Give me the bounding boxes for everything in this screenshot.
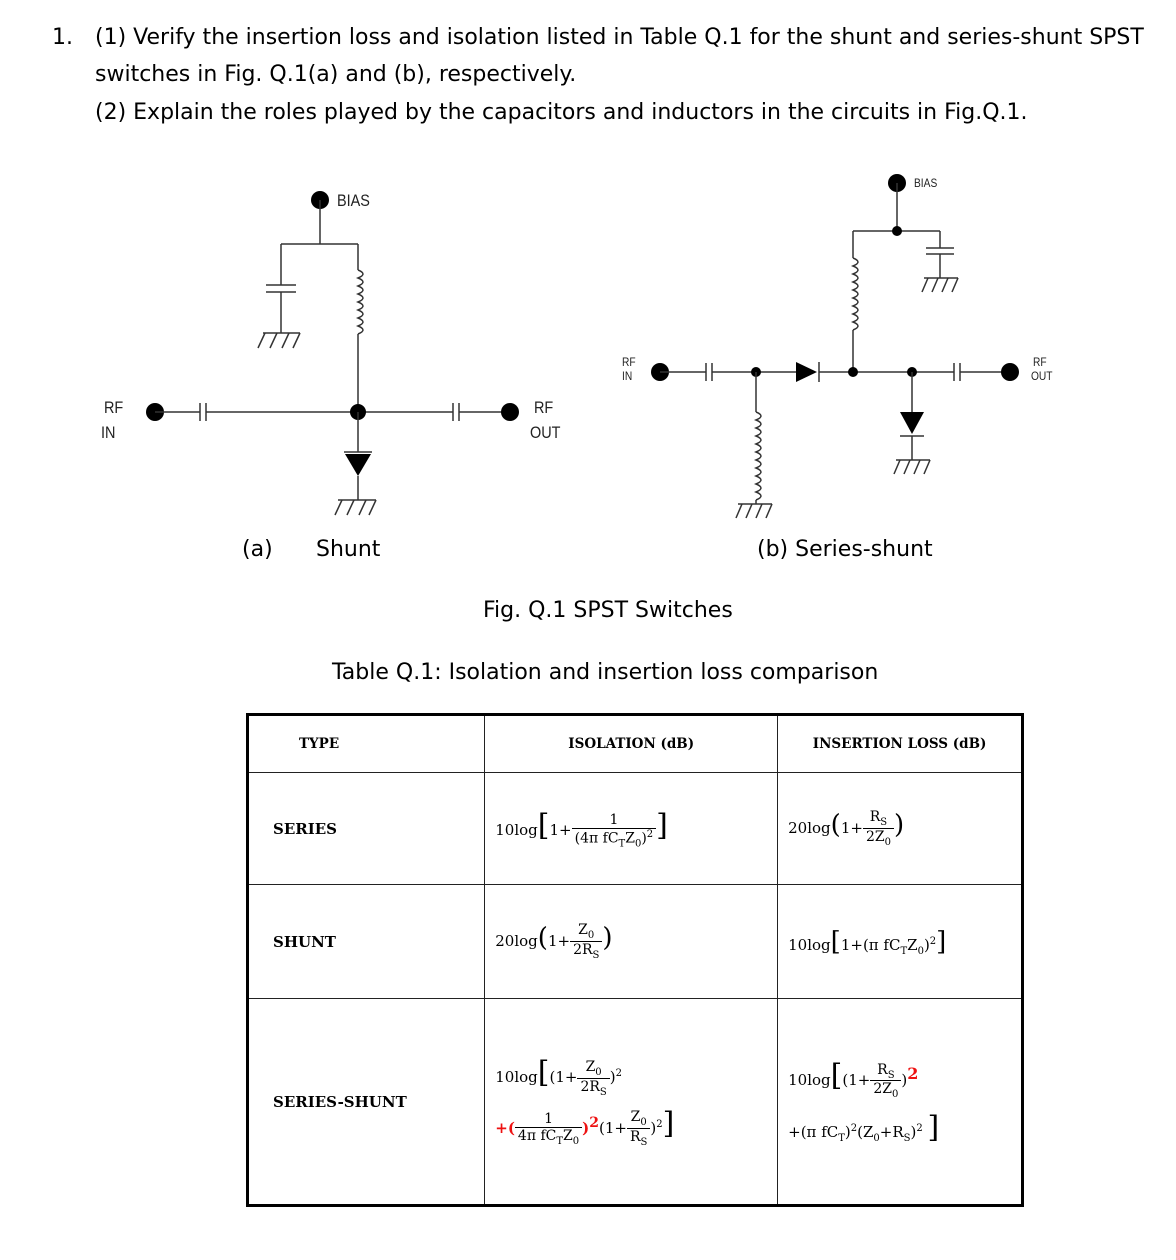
- shunt-rf-out-label-1: RF: [534, 398, 554, 417]
- series-shunt-insertion-loss-formula: 10log[(1+ $\frac{R_S}{2Z_0}$ )$^2$ +(π $fC_T)^2(Z_0+R_S)^2$ ]: [778, 999, 1023, 1206]
- annotation-mark-isolation: 2: [589, 1114, 600, 1131]
- question-line-2: switches in Fig. Q.1(a) and (b), respectively.: [95, 62, 577, 87]
- series-shunt-rf-out-label-1: RF: [1033, 355, 1047, 369]
- shunt-insertion-loss-formula: 10log[1+(π $fC_TZ_0)^2$]: [778, 885, 1023, 999]
- header-type: TYPE: [248, 715, 485, 773]
- row-type-series-shunt: SERIES-SHUNT: [248, 999, 485, 1206]
- shunt-bias-label: BIAS: [337, 191, 370, 210]
- row-type-shunt: SHUNT: [248, 885, 485, 999]
- shunt-rf-out-label-2: OUT: [530, 423, 561, 442]
- series-shunt-rf-in-label-2: IN: [622, 369, 633, 383]
- header-insertion-loss: INSERTION LOSS (dB): [778, 715, 1023, 773]
- shunt-isolation-formula: 20log(1+ $\frac{Z_0}{2R_S}$ ): [485, 885, 778, 999]
- table-row: [248, 999, 1023, 1206]
- question-line-3: (2) Explain the roles played by the capacitors and inductors in the circuits in Fig.Q.1.: [95, 100, 1028, 125]
- fig-a-label: (a): [242, 537, 273, 562]
- shunt-circuit-diagram: [80, 170, 580, 530]
- figure-caption: Fig. Q.1 SPST Switches: [483, 598, 733, 623]
- series-shunt-bias-label: BIAS: [914, 176, 938, 190]
- series-shunt-rf-out-label-2: OUT: [1031, 369, 1053, 383]
- table-row: [248, 885, 1023, 999]
- shunt-rf-in-label-2: IN: [101, 423, 116, 442]
- series-insertion-loss-formula: 20log(1+ $\frac{R_S}{2Z_0}$ ): [778, 773, 1023, 885]
- fig-a-name: Shunt: [316, 537, 381, 562]
- series-shunt-isolation-formula: 10log[(1+ $\frac{Z_0}{2R_S}$ )$^2$ +( $\frac{1}{4\pi fC_TZ_0}$ )$^2$(1+ $\frac{Z_0}{R_S}$ )$^2$]: [485, 999, 778, 1206]
- row-type-series: SERIES: [248, 773, 485, 885]
- table-title: Table Q.1: Isolation and insertion loss comparison: [332, 660, 879, 685]
- fig-b-label: (b) Series-shunt: [757, 537, 933, 562]
- annotation-mark-insertion: 2: [907, 1063, 919, 1083]
- series-shunt-circuit-diagram: [600, 165, 1060, 535]
- header-isolation: ISOLATION (dB): [485, 715, 778, 773]
- question-line-1: (1) Verify the insertion loss and isolation listed in Table Q.1 for the shunt and series-shunt SPST: [95, 25, 1144, 50]
- shunt-rf-in-label-1: RF: [104, 398, 124, 417]
- table-row: [248, 773, 1023, 885]
- table-header-row: [248, 715, 1023, 773]
- series-shunt-rf-in-label-1: RF: [622, 355, 636, 369]
- comparison-table: [246, 713, 1024, 1207]
- series-isolation-formula: 10log[1+ $\frac{1}{(4\pi fC_TZ_0)^2}$ ]: [485, 773, 778, 885]
- question-number: 1.: [52, 25, 73, 50]
